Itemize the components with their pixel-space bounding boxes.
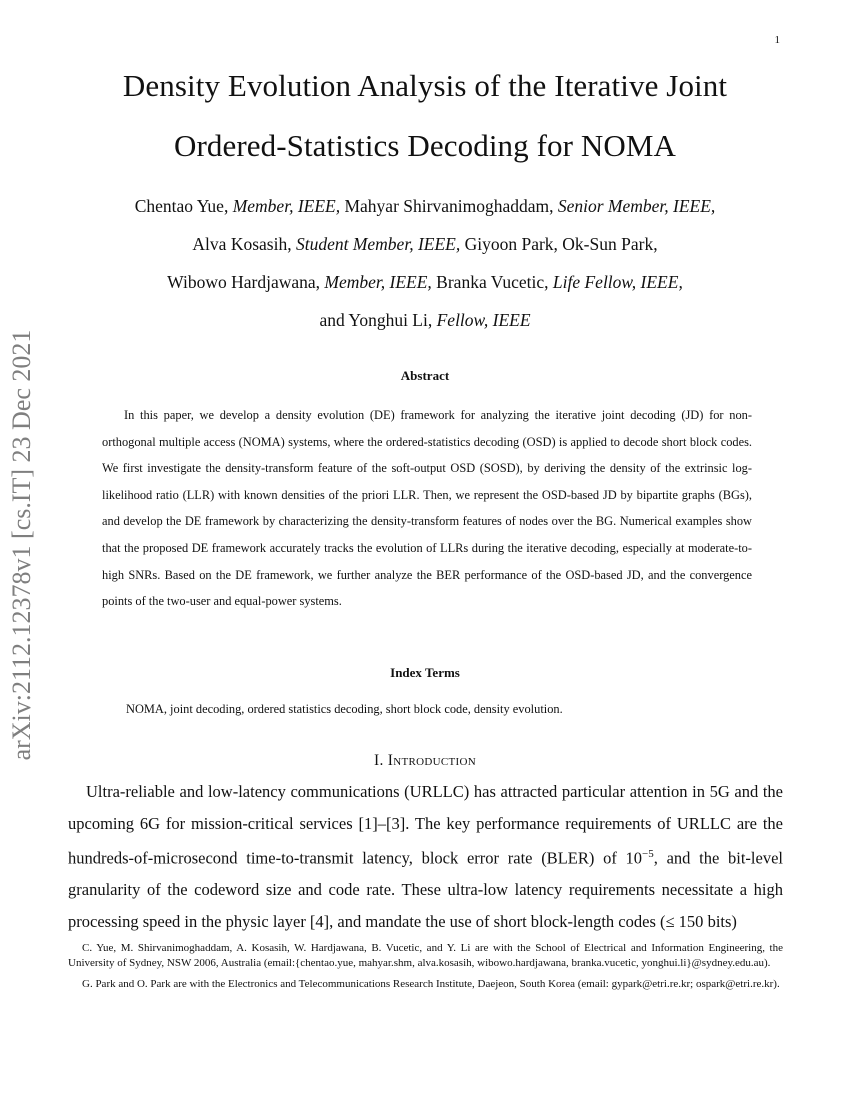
index-terms-body: NOMA, joint decoding, ordered statistics decoding, short block code, density evolution. bbox=[126, 702, 563, 716]
introduction-body bbox=[68, 776, 783, 937]
author-role: Student Member, IEEE, bbox=[295, 234, 461, 254]
author-name: Wibowo Hardjawana, bbox=[167, 272, 325, 292]
section-title: Introduction bbox=[387, 752, 476, 769]
arxiv-identifier-stamp: arXiv:2112.12378v1 [cs.IT] 23 Dec 2021 bbox=[7, 329, 36, 761]
footnotes bbox=[68, 941, 783, 999]
intro-text: Ultra-reliable and low-latency communications (URLLC) has attracted particular attention in 5G and the upcoming 6G for mission-critical services [1]–[3]. The key performance requirements of URLLC are the hundreds-of-microsecond time-to-transmit latency, block error rate (BLER) of bbox=[68, 782, 783, 868]
author-role: Life Fellow, IEEE, bbox=[552, 272, 683, 292]
author-role: Member, IEEE, bbox=[324, 272, 432, 292]
math-inequality: ≤ 150 bbox=[665, 911, 704, 931]
author-name: and Yonghui Li, bbox=[319, 310, 437, 330]
author-role: Senior Member, IEEE, bbox=[557, 196, 716, 216]
abstract-heading: Abstract bbox=[400, 368, 450, 383]
author-line-2 bbox=[60, 232, 790, 270]
author-block bbox=[60, 194, 790, 346]
math-base: 10 bbox=[625, 848, 643, 868]
author-line-4 bbox=[60, 308, 790, 346]
abstract-body: In this paper, we develop a density evolution (DE) framework for analyzing the iterative joint decoding (JD) for non-orthogonal multiple access (NOMA) systems, where the ordered-statistics decoding (OSD) is applied to decode short block codes. We first investigate the density-transform feature of the soft-output OSD (SOSD), by deriving the density of the extrinsic log-likelihood ratio (LLR) with known densities of the priori LLR. Then, we represent the OSD-based JD by bipartite graphs (BGs), and develop the DE framework by characterizing the density-transform features of nodes over the BG. Numerical examples show that the proposed DE framework accurately tracks the evolution of LLRs during the iterative decoding, especially at moderate-to-high SNRs. Based on the DE framework, we further analyze the BER performance of the OSD-based JD, and the convergence points of the two-user and equal-power systems. bbox=[102, 408, 752, 609]
paper-title-line-1: Density Evolution Analysis of the Iterative Joint bbox=[122, 68, 728, 103]
author-name: Chentao Yue, bbox=[134, 196, 233, 216]
author-role: Fellow, IEEE bbox=[436, 310, 531, 330]
author-role: Member, IEEE, bbox=[232, 196, 341, 216]
index-terms-heading: Index Terms bbox=[390, 665, 460, 680]
author-name: Giyoon Park, Ok-Sun Park, bbox=[460, 234, 658, 254]
intro-text: , and the bit-level granularity of the codeword size and code rate. These ultra-low latency requirements necessitate a high processing speed in the physic layer [4], and mandate the use of short block-length codes ( bbox=[68, 848, 783, 931]
page-number: 1 bbox=[774, 34, 780, 46]
author-name: Alva Kosasih, bbox=[192, 234, 296, 254]
math-exponent: −5 bbox=[642, 848, 654, 860]
footnote-affiliation-etri: G. Park and O. Park are with the Electronics and Telecommunications Research Institute, Daejeon, South Korea (email: gypark@etri.re.kr; ospark@etri.re.kr). bbox=[82, 978, 780, 990]
footnote-affiliation-sydney: C. Yue, M. Shirvanimoghaddam, A. Kosasih, W. Hardjawana, B. Vucetic, and Y. Li are with the School of Electrical and Information Engineering, the University of Sydney, NSW 2006, Australia (email:{chentao.yue, mahyar.shm, alva.kosasih, wibowo.hardjawana, branka.vucetic, yonghui.li}@sydney.edu.au). bbox=[68, 942, 783, 969]
introduction-heading bbox=[0, 752, 850, 770]
author-name: Mahyar Shirvanimoghaddam, bbox=[340, 196, 558, 216]
intro-text: bits) bbox=[703, 911, 737, 931]
author-line-1 bbox=[60, 194, 790, 232]
author-name: Branka Vucetic, bbox=[431, 272, 553, 292]
author-line-3 bbox=[60, 270, 790, 308]
section-numeral: I. bbox=[373, 752, 388, 769]
paper-title-line-2: Ordered-Statistics Decoding for NOMA bbox=[173, 128, 677, 163]
